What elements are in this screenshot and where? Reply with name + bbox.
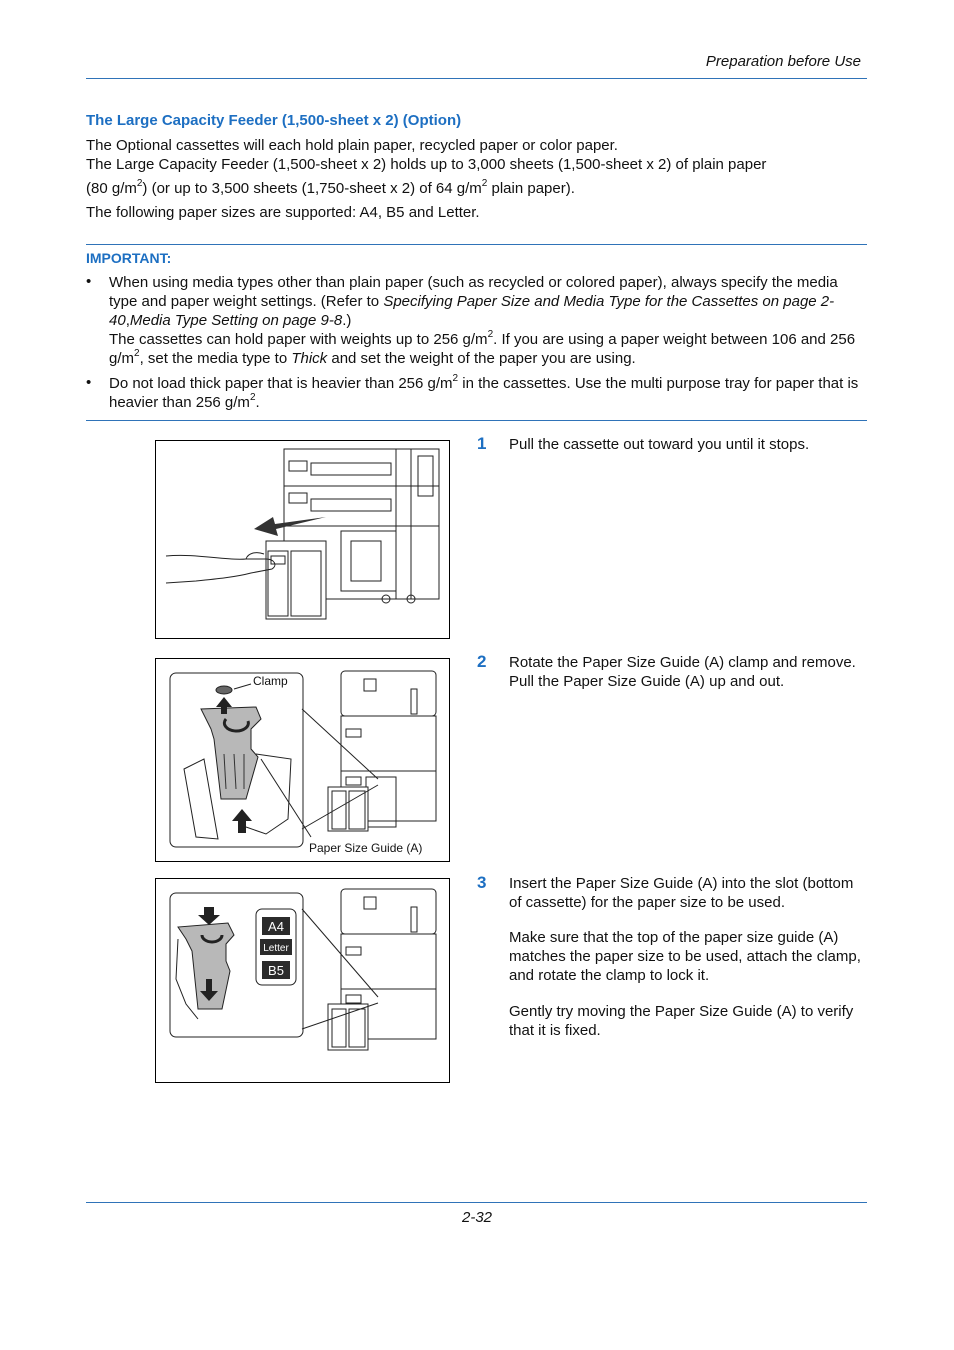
step-2-number: 2 bbox=[477, 652, 487, 671]
section-title: The Large Capacity Feeder (1,500-sheet x 2) (Option) bbox=[86, 112, 462, 129]
step-1-text: Pull the cassette out toward you until it stops. bbox=[509, 436, 810, 453]
important-top-rule bbox=[86, 244, 867, 245]
figure-step-2 bbox=[155, 658, 450, 862]
down-arrow-icon bbox=[198, 907, 220, 925]
clamp-label: Clamp bbox=[253, 674, 288, 688]
step-2-text: Rotate the Paper Size Guide (A) clamp and remove. Pull the Paper Size Guide (A) up and out. bbox=[509, 654, 856, 690]
header-rule bbox=[86, 78, 867, 79]
intro-line-3: (80 $g/m^2$) (or up to 3,500 sheets (1,750-sheet x 2) of 64 $g/m^2$ plain paper). bbox=[86, 178, 575, 197]
important-bottom-rule bbox=[86, 420, 867, 421]
important-label: IMPORTANT: bbox=[86, 250, 172, 266]
intro-line-1: The Optional cassettes will each hold plain paper, recycled paper or color paper. bbox=[86, 137, 618, 154]
bullet-1-text: When using media types other than plain paper (such as recycled or colored paper), always specify the media type and paper weight settings. (Refer to Specifying Paper Size and Media Type for the Cassettes on page 2-40,Media Type Setting on page 9-8.) The cassettes can hold paper with weights up to 256 $g/m^2$. If you are using a paper weight between 106 and 256 $g/m^2$, set the media type to Thick and set the weight of the paper you are using. bbox=[109, 274, 856, 367]
running-header: Preparation before Use bbox=[705, 53, 861, 70]
step-1-number: 1 bbox=[477, 434, 487, 453]
step-3-text: Insert the Paper Size Guide (A) into the slot (bottom of cassette) for the paper size to be used. bbox=[509, 875, 854, 911]
figure-step-1 bbox=[155, 440, 450, 639]
footer-rule bbox=[86, 1202, 867, 1203]
guide-removal-illustration bbox=[156, 659, 449, 861]
bullet-2-marker: • bbox=[86, 374, 92, 391]
page-number: 2-32 bbox=[461, 1209, 493, 1226]
size-a4-label: A4 bbox=[268, 919, 284, 934]
step-3-text-2: Make sure that the top of the paper size guide (A) matches the paper size to be used, attach the clamp, and rotate the clamp to lock it. bbox=[509, 929, 861, 984]
guide-label: Paper Size Guide (A) bbox=[309, 841, 423, 855]
step-3-text-3: Gently try moving the Paper Size Guide (A) to verify that it is fixed. bbox=[509, 1003, 854, 1039]
size-letter-label: Letter bbox=[263, 943, 289, 954]
size-b5-label: B5 bbox=[268, 963, 284, 978]
bullet-1-marker: • bbox=[86, 273, 92, 290]
guide-insertion-illustration bbox=[156, 879, 449, 1082]
paper-size-guide-shape bbox=[201, 707, 261, 799]
step-3-number: 3 bbox=[477, 873, 487, 892]
cassette-pull-illustration bbox=[156, 441, 449, 638]
intro-line-4: The following paper sizes are supported: A4, B5 and Letter. bbox=[86, 204, 480, 221]
clamp-icon bbox=[216, 686, 232, 694]
intro-line-2: The Large Capacity Feeder (1,500-sheet x 2) holds up to 3,000 sheets (1,500-sheet x 2) of plain paper bbox=[86, 156, 767, 173]
figure-step-3 bbox=[155, 878, 450, 1083]
bullet-2-text: Do not load thick paper that is heavier than 256 $g/m^2$ in the cassettes. Use the multi purpose tray for paper that is heavier than 256 $g/m^2$. bbox=[109, 373, 859, 411]
up-arrow-icon-2 bbox=[232, 809, 252, 833]
